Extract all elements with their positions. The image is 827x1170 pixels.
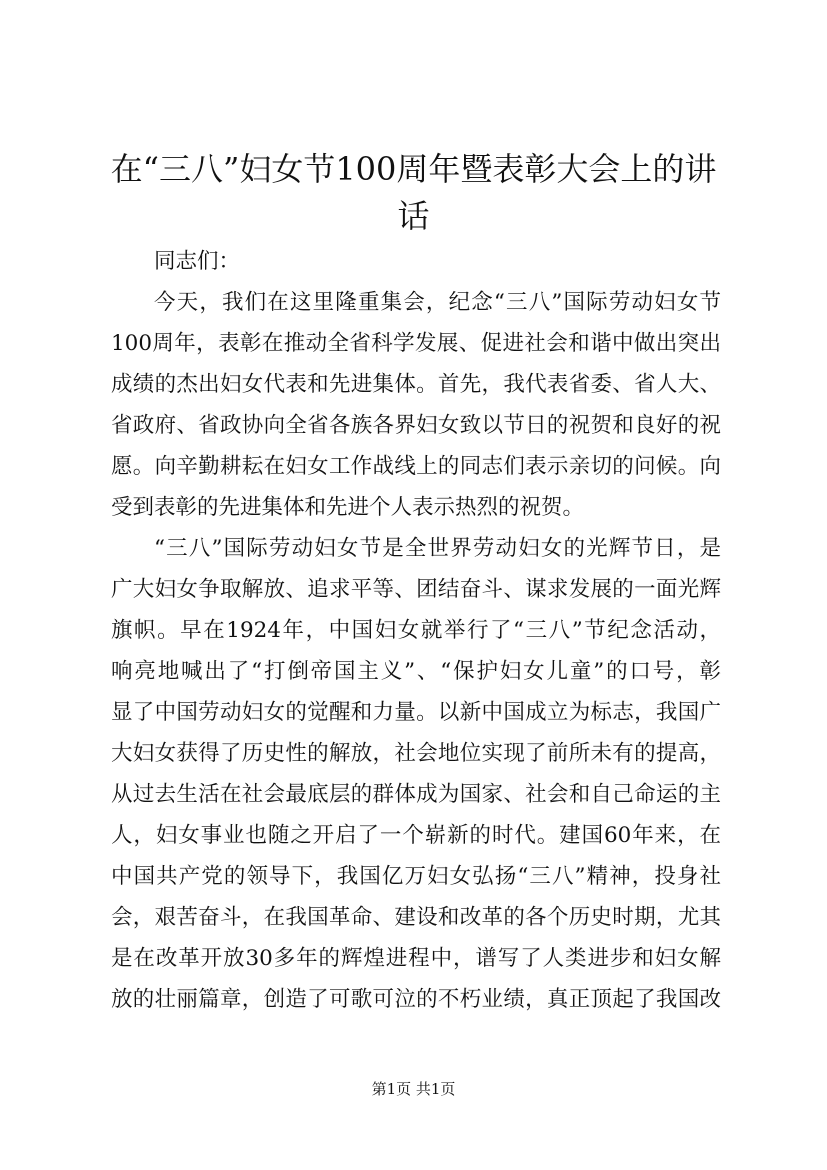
paragraph-2-line: 大妇女获得了历史性的解放，社会地位实现了前所未有的提高， [111,741,721,766]
document-title [100,146,727,240]
title-line-1: 在“三八”妇女节100周年暨表彰大会上的讲 [110,150,717,188]
paragraph-2-line: 会，艰苦奋斗，在我国革命、建设和改革的各个历史时期，尤其 [111,905,721,930]
paragraph-2-line: 显了中国劳动妇女的觉醒和力量。以新中国成立为标志，我国广 [111,700,721,725]
paragraph-2-line: 响亮地喊出了“打倒帝国主义”、“保护妇女儿童”的口号，彰 [111,659,721,684]
paragraph-2-line: 是在改革开放30多年的辉煌进程中，谱写了人类进步和妇女解 [111,946,721,971]
paragraph-1-line: 省政府、省政协向全省各族各界妇女致以节日的祝贺和良好的祝 [111,413,721,438]
paragraph-1-line: 100周年，表彰在推动全省科学发展、促进社会和谐中做出突出 [111,331,721,356]
paragraph-2-line: “三八”国际劳动妇女节是全世界劳动妇女的光辉节日，是 [154,536,721,561]
title-line-2: 话 [397,197,430,235]
paragraph-1-line: 今天，我们在这里隆重集会，纪念“三八”国际劳动妇女节 [154,290,721,315]
salutation: 同志们： [154,249,241,274]
paragraph-1-line: 受到表彰的先进集体和先进个人表示热烈的祝贺。 [111,495,585,520]
paragraph-2-line: 人，妇女事业也随之开启了一个崭新的时代。建国60年来，在 [111,823,721,848]
document-body [111,241,721,1020]
paragraph-2-line: 旗帜。早在1924年，中国妇女就举行了“三八”节纪念活动， [111,618,721,643]
page-footer: 第1页 共1页 [371,1080,456,1098]
paragraph-1-line: 成绩的杰出妇女代表和先进集体。首先，我代表省委、省人大、 [111,372,721,397]
paragraph-2-line: 放的壮丽篇章，创造了可歌可泣的不朽业绩，真正顶起了我国改 [111,987,721,1012]
paragraph-1-line: 愿。向辛勤耕耘在妇女工作战线上的同志们表示亲切的问候。向 [111,454,721,479]
paragraph-2-line: 中国共产党的领导下，我国亿万妇女弘扬“三八”精神，投身社 [111,864,721,889]
paragraph-2-line: 从过去生活在社会最底层的群体成为国家、社会和自己命运的主 [111,782,721,807]
paragraph-2-line: 广大妇女争取解放、追求平等、团结奋斗、谋求发展的一面光辉 [111,577,721,602]
